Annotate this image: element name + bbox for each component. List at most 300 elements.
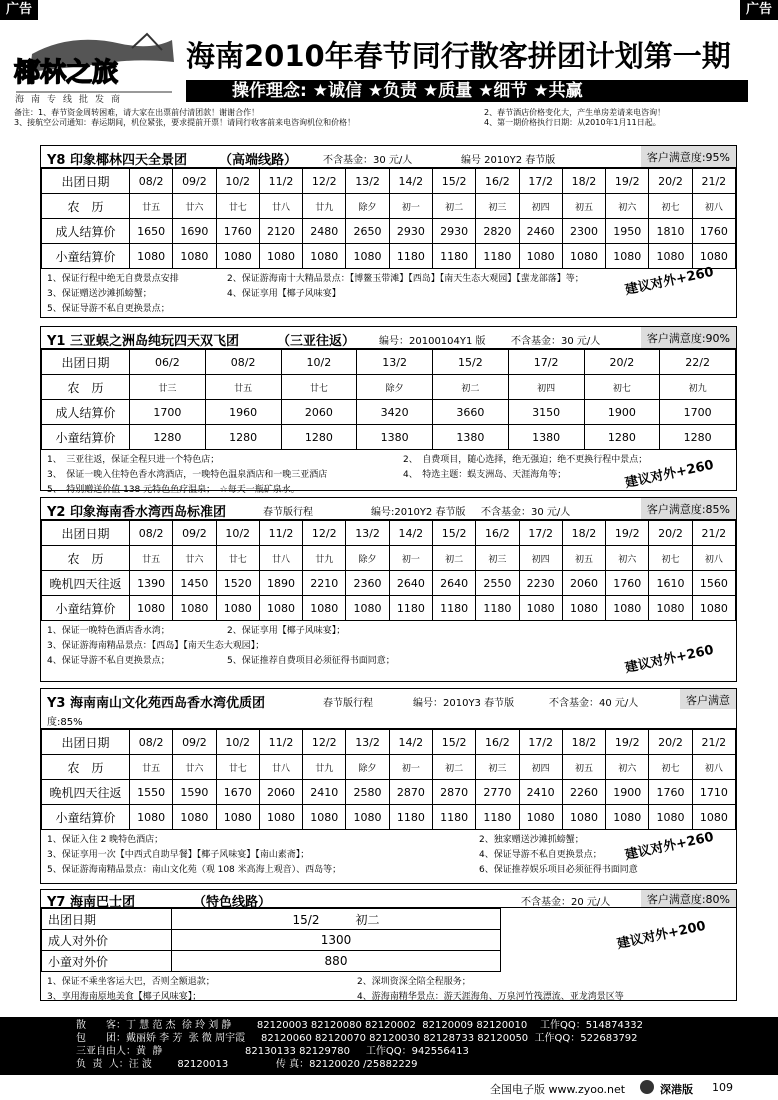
table-cell: 初六 bbox=[606, 546, 649, 571]
table-cell: 初四 bbox=[519, 194, 562, 219]
row-label: 成人对外价 bbox=[42, 930, 172, 951]
table-row bbox=[42, 730, 736, 755]
feature: 3、保证游海南精品景点：【西岛】【南天生态大观园】； bbox=[47, 641, 265, 651]
table-cell: 初九 bbox=[660, 375, 736, 400]
table-cell: 初七 bbox=[649, 755, 692, 780]
table-cell: 1390 bbox=[130, 571, 173, 596]
table-cell: 2640 bbox=[432, 571, 475, 596]
table-cell: 1650 bbox=[130, 219, 173, 244]
table-cell: 2820 bbox=[476, 219, 519, 244]
table-cell: 2060 bbox=[281, 400, 357, 425]
table-cell: 初六 bbox=[606, 755, 649, 780]
table-cell: 1080 bbox=[346, 244, 389, 269]
row-label: 出团日期 bbox=[42, 730, 130, 755]
table-cell: 1080 bbox=[303, 244, 346, 269]
table-cell: 21/2 bbox=[692, 730, 735, 755]
table-cell: 初二 bbox=[432, 194, 475, 219]
website: 全国电子版 www.zyoo.net bbox=[490, 1083, 626, 1096]
satisfaction-value: 度:85% bbox=[47, 717, 83, 728]
table-cell: 3150 bbox=[508, 400, 584, 425]
footer bbox=[0, 1076, 778, 1100]
table-cell: 2870 bbox=[432, 780, 475, 805]
table-cell: 1380 bbox=[357, 425, 433, 450]
table-cell: 2120 bbox=[259, 219, 302, 244]
table-cell: 初三 bbox=[476, 194, 519, 219]
feature: 4、游海南精华景点：游天涯海角、万泉河竹筏漂流、亚龙湾景区等 bbox=[357, 992, 624, 1002]
row-label: 晚机四天往返 bbox=[42, 571, 130, 596]
satisfaction-badge: 客户满意度:90% bbox=[641, 327, 736, 348]
table-cell: 2230 bbox=[519, 571, 562, 596]
row-label: 农 历 bbox=[42, 194, 130, 219]
table-cell: 09/2 bbox=[173, 730, 216, 755]
table-cell: 15/2 bbox=[432, 730, 475, 755]
table-cell: 2260 bbox=[562, 780, 605, 805]
suggested-price-stamp: 建议对外+260 bbox=[623, 642, 715, 677]
table-row bbox=[42, 244, 736, 269]
date: 15/2 bbox=[292, 912, 320, 927]
feature: 2、深圳资深全陪全程服务； bbox=[357, 977, 471, 987]
table-cell: 廿七 bbox=[216, 194, 259, 219]
table-cell: 20/2 bbox=[584, 350, 660, 375]
table-cell: 15/2 bbox=[432, 521, 475, 546]
table-cell: 1610 bbox=[649, 571, 692, 596]
table-cell: 1280 bbox=[660, 425, 736, 450]
table-cell: 廿八 bbox=[259, 755, 302, 780]
table-cell: 初五 bbox=[562, 546, 605, 571]
table-cell: 1080 bbox=[173, 244, 216, 269]
table-cell: 1380 bbox=[433, 425, 509, 450]
table-cell: 19/2 bbox=[606, 730, 649, 755]
table-cell: 初四 bbox=[508, 375, 584, 400]
table-cell: 1080 bbox=[562, 244, 605, 269]
table-cell: 09/2 bbox=[173, 169, 216, 194]
motto-bar: 操作理念: ★诚信 ★负责 ★质量 ★细节 ★共赢 bbox=[186, 80, 748, 102]
row-label: 出团日期 bbox=[42, 909, 172, 930]
row-label: 出团日期 bbox=[42, 350, 130, 375]
table-cell: 14/2 bbox=[389, 169, 432, 194]
table-cell: 1080 bbox=[606, 805, 649, 830]
table-cell: 1080 bbox=[130, 596, 173, 621]
table-cell: 1760 bbox=[649, 780, 692, 805]
table-cell: 1080 bbox=[649, 596, 692, 621]
table-cell: 13/2 bbox=[346, 521, 389, 546]
table-cell: 1760 bbox=[216, 219, 259, 244]
table-cell: 廿五 bbox=[130, 194, 173, 219]
table-cell: 1080 bbox=[259, 244, 302, 269]
table-cell: 初八 bbox=[692, 755, 735, 780]
table-cell: 1080 bbox=[130, 244, 173, 269]
row-label: 成人结算价 bbox=[42, 219, 130, 244]
table-cell: 12/2 bbox=[303, 521, 346, 546]
table-cell: 初七 bbox=[649, 194, 692, 219]
table-cell: 1080 bbox=[692, 805, 735, 830]
table-cell: 13/2 bbox=[357, 350, 433, 375]
tour-code: 编号:2010Y2 春节版 bbox=[371, 507, 466, 518]
edition: 深港版 bbox=[660, 1083, 693, 1096]
table-cell: 2930 bbox=[389, 219, 432, 244]
row-label: 农 历 bbox=[42, 375, 130, 400]
table-cell: 2930 bbox=[432, 219, 475, 244]
lunar-date: 初二 bbox=[355, 912, 380, 927]
price-table bbox=[41, 168, 736, 269]
table-cell: 初三 bbox=[476, 546, 519, 571]
feature: 6、保证推荐娱乐项目必须征得书面同意 bbox=[479, 865, 638, 875]
table-cell: 廿七 bbox=[216, 546, 259, 571]
table-cell: 16/2 bbox=[476, 521, 519, 546]
table-cell: 初二 bbox=[432, 546, 475, 571]
page-title: 海南2010年春节同行散客拼团计划第一期 bbox=[186, 39, 731, 73]
tour-code: 编号：20100104Y1 版 bbox=[379, 336, 486, 347]
table-cell: 初一 bbox=[389, 194, 432, 219]
contact-line: 负 责 人：汪 波 82120013 传 真：82120020 /25882229 bbox=[76, 1059, 418, 1070]
table-cell: 16/2 bbox=[476, 169, 519, 194]
table-cell: 1760 bbox=[606, 571, 649, 596]
note-4: 4、第一期价格执行日期：从2010年1月11日起。 bbox=[484, 118, 661, 127]
table-cell: 15/2 bbox=[432, 169, 475, 194]
table-cell: 17/2 bbox=[508, 350, 584, 375]
tour-code: 编号 2010Y2 春节版 bbox=[461, 155, 556, 166]
table-cell: 2460 bbox=[519, 219, 562, 244]
table-cell: 13/2 bbox=[346, 169, 389, 194]
table-cell: 初七 bbox=[649, 546, 692, 571]
satisfaction-badge: 客户满意度:80% bbox=[641, 890, 736, 907]
table-cell: 21/2 bbox=[692, 169, 735, 194]
table-cell: 1280 bbox=[130, 425, 206, 450]
table-cell: 1560 bbox=[692, 571, 735, 596]
table-cell: 11/2 bbox=[259, 730, 302, 755]
feature: 4、保证导游不私自更换景点； bbox=[479, 850, 602, 860]
table-cell: 10/2 bbox=[281, 350, 357, 375]
table-cell: 14/2 bbox=[389, 521, 432, 546]
table-cell: 2770 bbox=[476, 780, 519, 805]
table-cell: 1280 bbox=[205, 425, 281, 450]
table-cell: 1700 bbox=[130, 400, 206, 425]
date-cell bbox=[172, 909, 501, 930]
table-cell: 14/2 bbox=[389, 730, 432, 755]
table-row bbox=[42, 425, 736, 450]
table-cell: 除夕 bbox=[346, 755, 389, 780]
feature: 1、保证入住 2 晚特色酒店； bbox=[47, 835, 164, 845]
table-cell: 2640 bbox=[389, 571, 432, 596]
table-cell: 2550 bbox=[476, 571, 519, 596]
table-cell: 20/2 bbox=[649, 521, 692, 546]
table-cell: 初四 bbox=[519, 755, 562, 780]
table-cell: 06/2 bbox=[130, 350, 206, 375]
table-cell: 10/2 bbox=[216, 169, 259, 194]
table-cell: 1080 bbox=[562, 805, 605, 830]
table-cell: 2300 bbox=[562, 219, 605, 244]
tour-title: Y8 印象椰林四天全景团 bbox=[47, 153, 187, 168]
table-cell: 1080 bbox=[692, 244, 735, 269]
table-cell: 1080 bbox=[346, 805, 389, 830]
table-cell: 1080 bbox=[606, 244, 649, 269]
row-label: 小童结算价 bbox=[42, 425, 130, 450]
tour-y2 bbox=[40, 497, 737, 682]
table-cell: 1900 bbox=[584, 400, 660, 425]
note-1: 备注：1、春节资金周转困难，请大家在出票前付清团款！谢谢合作！ bbox=[14, 108, 260, 117]
globe-icon bbox=[640, 1080, 654, 1094]
table-cell: 2360 bbox=[346, 571, 389, 596]
table-cell: 2410 bbox=[303, 780, 346, 805]
note-3: 3、接航空公司通知：春运期间，机位紧张，要求提前开票！请同行收客前来电咨询机位和价格！ bbox=[14, 118, 356, 127]
contact-line: 包 团：戴丽娇 李 芳 张 微 周宇霞 82120060 82120070 82120030 82128733 82120050 工作QQ：522683792 bbox=[76, 1033, 638, 1044]
features bbox=[41, 972, 736, 1008]
table-cell: 廿六 bbox=[173, 755, 216, 780]
table-cell: 廿五 bbox=[205, 375, 281, 400]
table-cell: 初三 bbox=[476, 755, 519, 780]
row-label: 小童结算价 bbox=[42, 244, 130, 269]
table-cell: 初五 bbox=[562, 194, 605, 219]
tour-route: 春节版行程 bbox=[323, 698, 373, 709]
note-2: 2、春节酒店价格变化大，产生单房差请来电咨询！ bbox=[484, 108, 666, 117]
table-cell: 初四 bbox=[519, 546, 562, 571]
table-cell: 19/2 bbox=[606, 169, 649, 194]
table-cell: 1670 bbox=[216, 780, 259, 805]
table-cell: 1180 bbox=[432, 805, 475, 830]
tour-title: Y1 三亚蜈之洲岛纯玩四天双飞团 bbox=[47, 334, 239, 349]
table-cell: 12/2 bbox=[303, 730, 346, 755]
table-cell: 3660 bbox=[433, 400, 509, 425]
table-row bbox=[42, 350, 736, 375]
table-cell: 2870 bbox=[389, 780, 432, 805]
table-cell: 08/2 bbox=[130, 169, 173, 194]
tour-fund: 不含基金：40 元/人 bbox=[549, 698, 639, 709]
feature: 3、保证享用一次【中西式自助早餐】【椰子风味宴】【南山素斋】； bbox=[47, 850, 310, 860]
table-cell: 初八 bbox=[692, 546, 735, 571]
row-label: 农 历 bbox=[42, 546, 130, 571]
satisfaction-badge: 客户满意 bbox=[680, 689, 736, 709]
suggested-price-stamp: 建议对外+200 bbox=[615, 918, 707, 953]
table-cell: 12/2 bbox=[303, 169, 346, 194]
table-cell: 1080 bbox=[216, 805, 259, 830]
table-cell: 16/2 bbox=[476, 730, 519, 755]
row-label: 小童结算价 bbox=[42, 805, 130, 830]
table-cell: 17/2 bbox=[519, 730, 562, 755]
table-cell: 1080 bbox=[649, 244, 692, 269]
table-cell: 1080 bbox=[259, 596, 302, 621]
feature: 1、保证不乘坐客运大巴，否则全额退款； bbox=[47, 977, 215, 987]
satisfaction-badge: 客户满意度:85% bbox=[641, 498, 736, 519]
contact-bar bbox=[0, 1017, 778, 1075]
feature: 5、保证游海南精品景点：南山文化苑（观 108 米高海上观音）、西岛等； bbox=[47, 865, 342, 875]
table-cell: 除夕 bbox=[346, 194, 389, 219]
price-table bbox=[41, 349, 736, 450]
row-label: 出团日期 bbox=[42, 521, 130, 546]
table-cell: 1180 bbox=[389, 244, 432, 269]
table-cell: 1080 bbox=[173, 596, 216, 621]
table-cell: 初二 bbox=[433, 375, 509, 400]
row-label: 出团日期 bbox=[42, 169, 130, 194]
table-cell: 1080 bbox=[346, 596, 389, 621]
table-cell: 1960 bbox=[205, 400, 281, 425]
row-label: 成人结算价 bbox=[42, 400, 130, 425]
table-cell: 1590 bbox=[173, 780, 216, 805]
table-cell: 09/2 bbox=[173, 521, 216, 546]
table-cell: 18/2 bbox=[562, 169, 605, 194]
suggested-price-stamp: 建议对外+260 bbox=[623, 264, 715, 299]
table-cell: 1380 bbox=[508, 425, 584, 450]
table-cell: 1710 bbox=[692, 780, 735, 805]
feature: 3、保证赠送沙滩抓螃蟹； bbox=[47, 289, 152, 299]
table-row bbox=[42, 521, 736, 546]
table-cell: 1180 bbox=[389, 596, 432, 621]
table-cell: 1700 bbox=[660, 400, 736, 425]
price-table bbox=[41, 908, 501, 972]
table-cell: 1080 bbox=[303, 805, 346, 830]
feature: 5、保证推荐自费项目必须征得书面同意； bbox=[227, 656, 395, 666]
table-cell: 11/2 bbox=[259, 169, 302, 194]
feature: 3、享用海南原地美食【椰子风味宴】； bbox=[47, 992, 202, 1002]
table-cell: 廿八 bbox=[259, 546, 302, 571]
row-label: 小童结算价 bbox=[42, 596, 130, 621]
table-cell: 廿七 bbox=[216, 755, 259, 780]
table-cell: 18/2 bbox=[562, 730, 605, 755]
tour-route: 春节版行程 bbox=[263, 507, 313, 518]
table-cell: 1080 bbox=[259, 805, 302, 830]
table-cell: 20/2 bbox=[649, 730, 692, 755]
table-row bbox=[42, 596, 736, 621]
table-cell: 廿九 bbox=[303, 546, 346, 571]
table-cell: 1760 bbox=[692, 219, 735, 244]
row-label: 小童对外价 bbox=[42, 951, 172, 972]
tour-fund: 不含基金：30 元/人 bbox=[323, 155, 413, 166]
table-cell: 2060 bbox=[562, 571, 605, 596]
feature: 1、保证行程中绝无自费景点安排 bbox=[47, 274, 179, 284]
table-cell: 10/2 bbox=[216, 730, 259, 755]
table-cell: 1450 bbox=[173, 571, 216, 596]
price-cell: 880 bbox=[172, 951, 501, 972]
table-cell: 1080 bbox=[216, 596, 259, 621]
table-cell: 19/2 bbox=[606, 521, 649, 546]
table-cell: 2210 bbox=[303, 571, 346, 596]
table-cell: 1550 bbox=[130, 780, 173, 805]
price-table bbox=[41, 520, 736, 621]
feature: 4、保证导游不私自更换景点； bbox=[47, 656, 170, 666]
table-cell: 除夕 bbox=[357, 375, 433, 400]
table-cell: 11/2 bbox=[259, 521, 302, 546]
table-row bbox=[42, 546, 736, 571]
table-row bbox=[42, 780, 736, 805]
table-cell: 2410 bbox=[519, 780, 562, 805]
table-cell: 10/2 bbox=[216, 521, 259, 546]
table-cell: 廿五 bbox=[130, 546, 173, 571]
table-cell: 22/2 bbox=[660, 350, 736, 375]
table-row bbox=[42, 194, 736, 219]
contact-line: 散 客：丁 慧 范 杰 徐 玲 刘 静 82120003 82120080 82120002 82120009 82120010 工作QQ：514874332 bbox=[76, 1020, 643, 1031]
tour-fund: 不含基金：30 元/人 bbox=[511, 336, 601, 347]
table-cell: 廿五 bbox=[130, 755, 173, 780]
feature: 2、独家赠送沙滩抓螃蟹； bbox=[479, 835, 584, 845]
table-cell: 21/2 bbox=[692, 521, 735, 546]
table-cell: 1180 bbox=[476, 244, 519, 269]
table-cell: 13/2 bbox=[346, 730, 389, 755]
table-cell: 1690 bbox=[173, 219, 216, 244]
table-cell: 1890 bbox=[259, 571, 302, 596]
table-cell: 08/2 bbox=[130, 521, 173, 546]
table-cell: 廿三 bbox=[130, 375, 206, 400]
table-row bbox=[42, 400, 736, 425]
table-cell: 初二 bbox=[432, 755, 475, 780]
table-cell: 08/2 bbox=[205, 350, 281, 375]
table-cell: 1180 bbox=[432, 244, 475, 269]
table-cell: 15/2 bbox=[433, 350, 509, 375]
table-cell: 初六 bbox=[606, 194, 649, 219]
table-cell: 1080 bbox=[562, 596, 605, 621]
table-cell: 20/2 bbox=[649, 169, 692, 194]
ad-label-right: 广告 bbox=[740, 0, 778, 20]
table-cell: 2580 bbox=[346, 780, 389, 805]
tour-title: Y7 海南巴士团 bbox=[47, 895, 135, 910]
table-cell: 1900 bbox=[606, 780, 649, 805]
table-cell: 2650 bbox=[346, 219, 389, 244]
table-cell: 除夕 bbox=[346, 546, 389, 571]
table-row bbox=[42, 375, 736, 400]
tour-y3 bbox=[40, 688, 737, 884]
table-cell: 1080 bbox=[649, 805, 692, 830]
table-cell: 18/2 bbox=[562, 521, 605, 546]
table-cell: 2060 bbox=[259, 780, 302, 805]
feature: 5、保证导游不私自更换景点； bbox=[47, 304, 170, 314]
feature: 5、 特别赠送价值 138 元特色鱼疗温泉； ☆每天一瓶矿泉水。 bbox=[47, 485, 300, 495]
table-cell: 初八 bbox=[692, 194, 735, 219]
logo-subtitle: 海南专线批发商 bbox=[15, 95, 128, 105]
feature: 2、 自费项目，随心选择，绝无强迫；绝不更换行程中景点； bbox=[403, 455, 648, 465]
tour-y1 bbox=[40, 326, 737, 495]
price-table bbox=[41, 729, 736, 830]
tour-y7 bbox=[40, 889, 737, 1001]
tour-title: Y3 海南南山文化苑西岛香水湾优质团 bbox=[47, 696, 265, 711]
table-cell: 1080 bbox=[216, 244, 259, 269]
tour-title: Y2 印象海南香水湾西岛标准团 bbox=[47, 505, 226, 520]
table-cell: 廿七 bbox=[281, 375, 357, 400]
table-cell: 廿六 bbox=[173, 546, 216, 571]
notes bbox=[14, 108, 764, 128]
tour-y8 bbox=[40, 145, 737, 318]
table-row bbox=[42, 755, 736, 780]
table-cell: 廿八 bbox=[259, 194, 302, 219]
feature: 2、保证游海南十大精品景点：【博鳌玉带滩】【西岛】【南天生态大观园】【蜚龙部落】等； bbox=[227, 274, 584, 284]
table-cell: 1180 bbox=[389, 805, 432, 830]
feature: 4、 特选主题：蜈支洲岛、天涯海角等； bbox=[403, 470, 567, 480]
table-cell: 08/2 bbox=[130, 730, 173, 755]
table-cell: 1810 bbox=[649, 219, 692, 244]
table-cell: 17/2 bbox=[519, 521, 562, 546]
row-label: 晚机四天往返 bbox=[42, 780, 130, 805]
row-label: 农 历 bbox=[42, 755, 130, 780]
table-cell: 3420 bbox=[357, 400, 433, 425]
table-cell: 1080 bbox=[692, 596, 735, 621]
feature: 1、保证一晚特色酒店香水湾； bbox=[47, 626, 170, 636]
table-cell: 初七 bbox=[584, 375, 660, 400]
table-cell: 1080 bbox=[519, 244, 562, 269]
table-cell: 1180 bbox=[476, 805, 519, 830]
tour-route: （特色线路） bbox=[193, 895, 272, 910]
logo-title: 椰林之旅 bbox=[14, 58, 119, 88]
feature: 1、 三亚往返，保证全程只进一个特色店； bbox=[47, 455, 220, 465]
table-row bbox=[42, 169, 736, 194]
table-cell: 1080 bbox=[606, 596, 649, 621]
table-cell: 17/2 bbox=[519, 169, 562, 194]
table-cell: 1080 bbox=[303, 596, 346, 621]
table-cell: 1280 bbox=[584, 425, 660, 450]
table-cell: 1180 bbox=[432, 596, 475, 621]
tour-route: （高端线路） bbox=[219, 153, 298, 168]
table-cell: 2480 bbox=[303, 219, 346, 244]
table-cell: 1950 bbox=[606, 219, 649, 244]
table-cell: 1520 bbox=[216, 571, 259, 596]
table-cell: 1080 bbox=[173, 805, 216, 830]
table-cell: 1080 bbox=[519, 805, 562, 830]
